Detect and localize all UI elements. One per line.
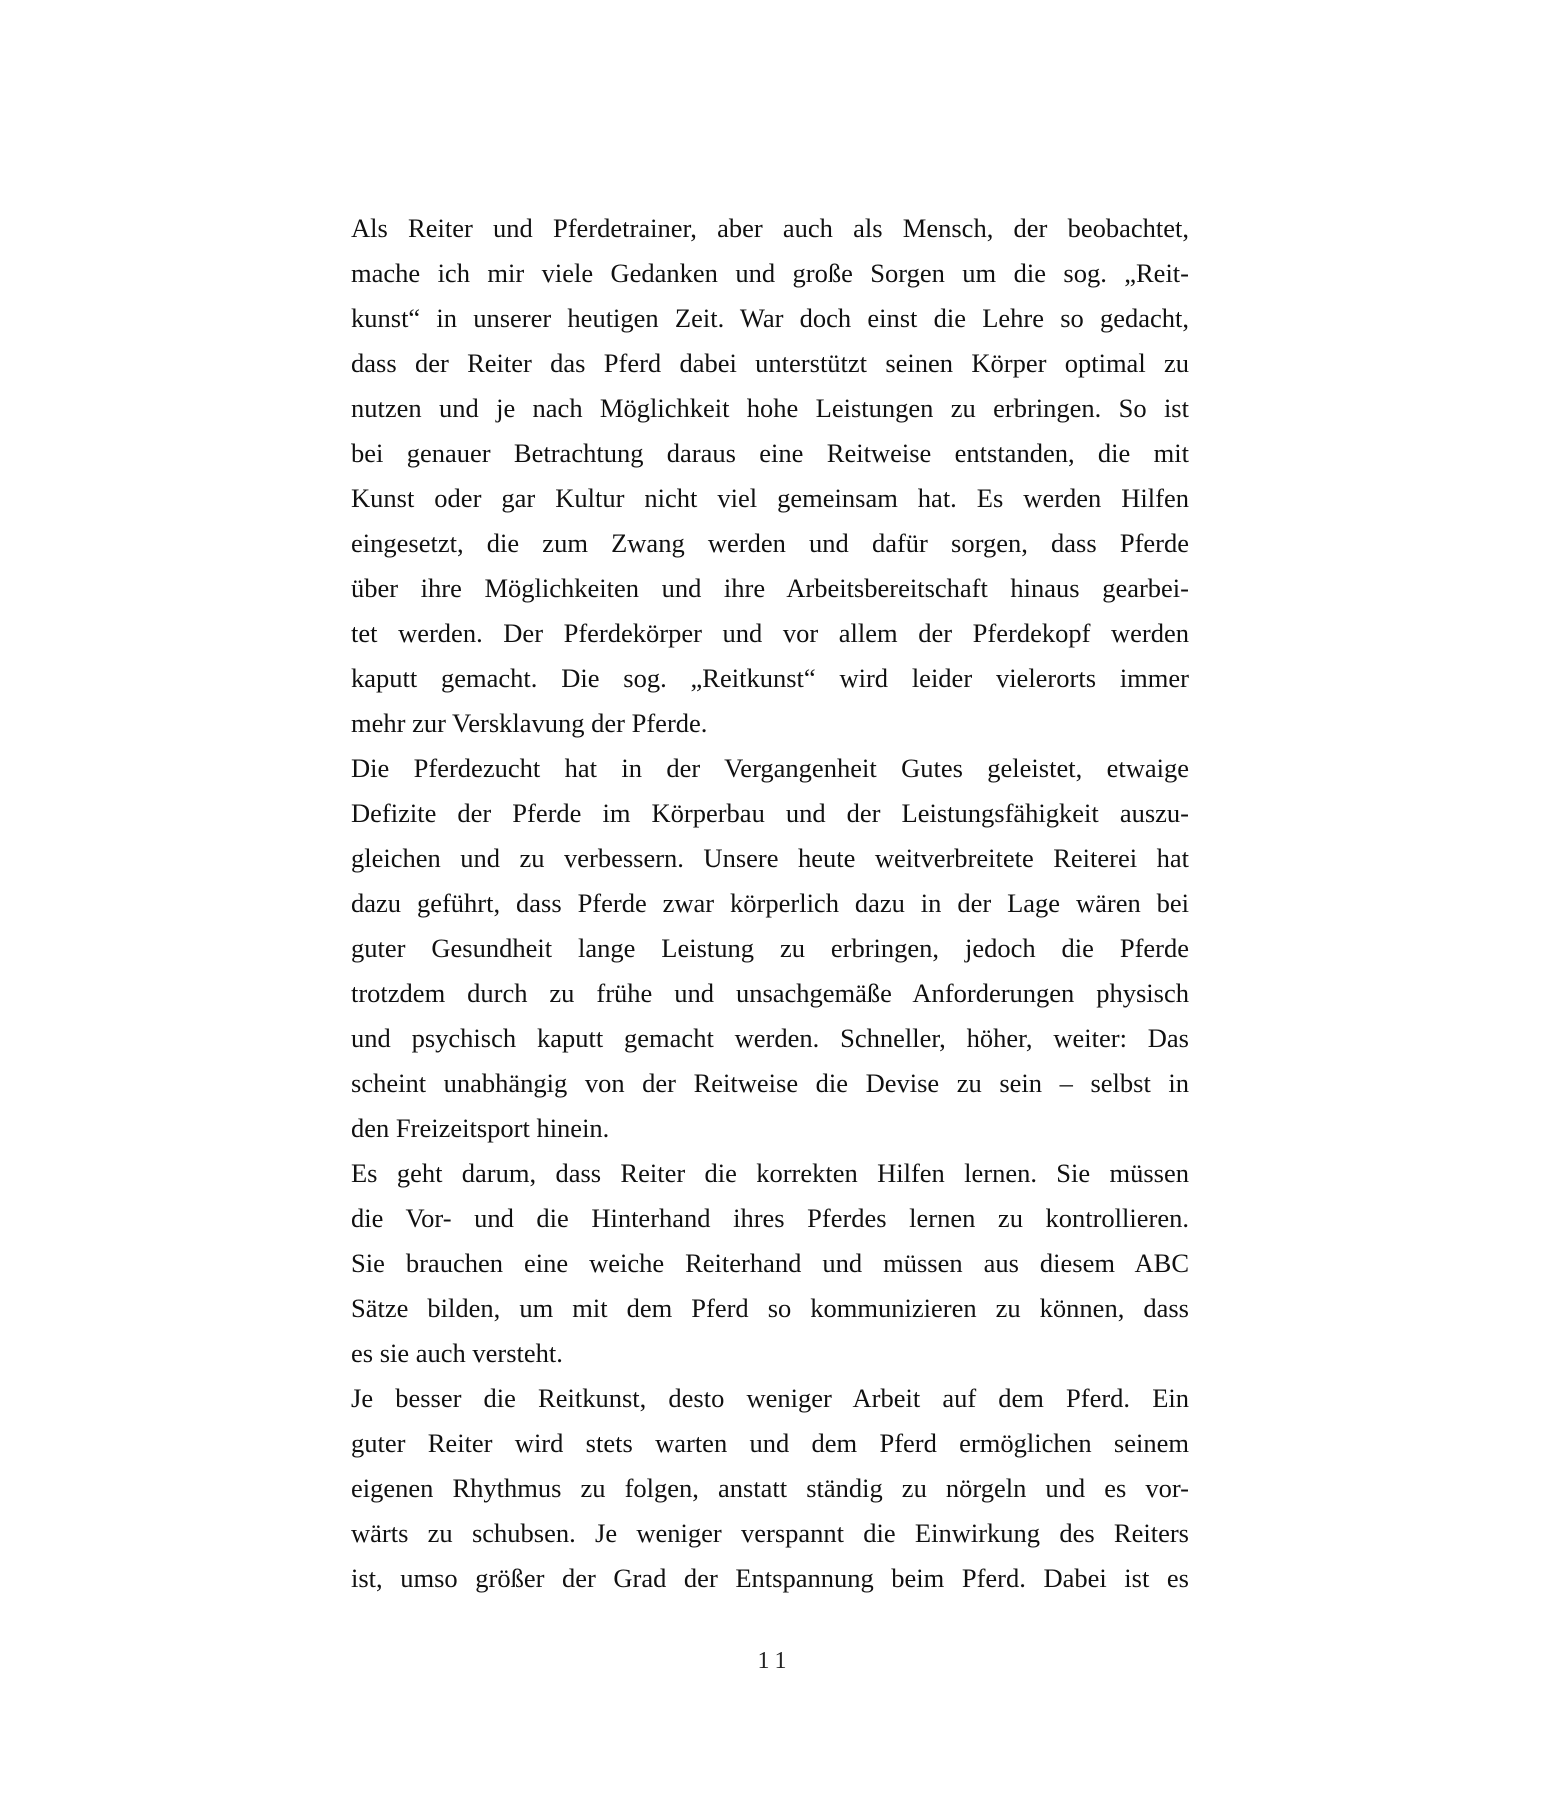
paragraph-2 (351, 746, 1189, 1151)
text-line: wärts zu schubsen. Je weniger verspannt die Einwirkung des Reiters (351, 1518, 1189, 1548)
text-line: tet werden. Der Pferdekörper und vor allem der Pferdekopf werden (351, 618, 1189, 648)
page-body (351, 206, 1189, 1601)
text-line: Je besser die Reitkunst, desto weniger Arbeit auf dem Pferd. Ein (351, 1383, 1189, 1413)
page-number: 11 (757, 1648, 793, 1674)
text-line: die Vor- und die Hinterhand ihres Pferdes lernen zu kontrollieren. (351, 1203, 1189, 1233)
text-line: dazu geführt, dass Pferde zwar körperlich dazu in der Lage wären bei (351, 888, 1189, 918)
paragraph-1 (351, 206, 1189, 746)
text-line: Kunst oder gar Kultur nicht viel gemeinsam hat. Es werden Hilfen (351, 483, 1189, 513)
text-line: mache ich mir viele Gedanken und große Sorgen um die sog. „Reit- (351, 258, 1189, 288)
text-line: bei genauer Betrachtung daraus eine Reitweise entstanden, die mit (351, 438, 1189, 468)
text-line: dass der Reiter das Pferd dabei unterstützt seinen Körper optimal zu (351, 348, 1189, 378)
paragraph-4 (351, 1376, 1189, 1601)
text-line: Defizite der Pferde im Körperbau und der Leistungsfähigkeit auszu- (351, 798, 1189, 828)
paragraph-3 (351, 1151, 1189, 1376)
text-line: eigenen Rhythmus zu folgen, anstatt ständig zu nörgeln und es vor- (351, 1473, 1189, 1503)
text-line: scheint unabhängig von der Reitweise die Devise zu sein – selbst in (351, 1068, 1189, 1098)
text-line: kunst“ in unserer heutigen Zeit. War doch einst die Lehre so gedacht, (351, 303, 1189, 333)
text-line: Sätze bilden, um mit dem Pferd so kommunizieren zu können, dass (351, 1293, 1189, 1323)
text-line: den Freizeitsport hinein. (351, 1113, 610, 1143)
text-line: eingesetzt, die zum Zwang werden und dafür sorgen, dass Pferde (351, 528, 1189, 558)
text-line: Es geht darum, dass Reiter die korrekten Hilfen lernen. Sie müssen (351, 1158, 1189, 1188)
text-line: über ihre Möglichkeiten und ihre Arbeitsbereitschaft hinaus gearbei- (351, 573, 1189, 603)
text-line: und psychisch kaputt gemacht werden. Schneller, höher, weiter: Das (351, 1023, 1189, 1053)
text-line: Sie brauchen eine weiche Reiterhand und müssen aus diesem ABC (351, 1248, 1189, 1278)
text-line: Als Reiter und Pferdetrainer, aber auch als Mensch, der beobachtet, (351, 213, 1189, 243)
text-line: ist, umso größer der Grad der Entspannung beim Pferd. Dabei ist es (351, 1563, 1189, 1593)
text-line: mehr zur Versklavung der Pferde. (351, 708, 708, 738)
text-line: guter Reiter wird stets warten und dem Pferd ermöglichen seinem (351, 1428, 1189, 1458)
text-line: Die Pferdezucht hat in der Vergangenheit Gutes geleistet, etwaige (351, 753, 1189, 783)
text-line: es sie auch versteht. (351, 1338, 563, 1368)
text-line: guter Gesundheit lange Leistung zu erbringen, jedoch die Pferde (351, 933, 1189, 963)
text-line: kaputt gemacht. Die sog. „Reitkunst“ wird leider vielerorts immer (351, 663, 1189, 693)
text-line: nutzen und je nach Möglichkeit hohe Leistungen zu erbringen. So ist (351, 393, 1189, 423)
text-line: trotzdem durch zu frühe und unsachgemäße Anforderungen physisch (351, 978, 1189, 1008)
text-line: gleichen und zu verbessern. Unsere heute weitverbreitete Reiterei hat (351, 843, 1189, 873)
